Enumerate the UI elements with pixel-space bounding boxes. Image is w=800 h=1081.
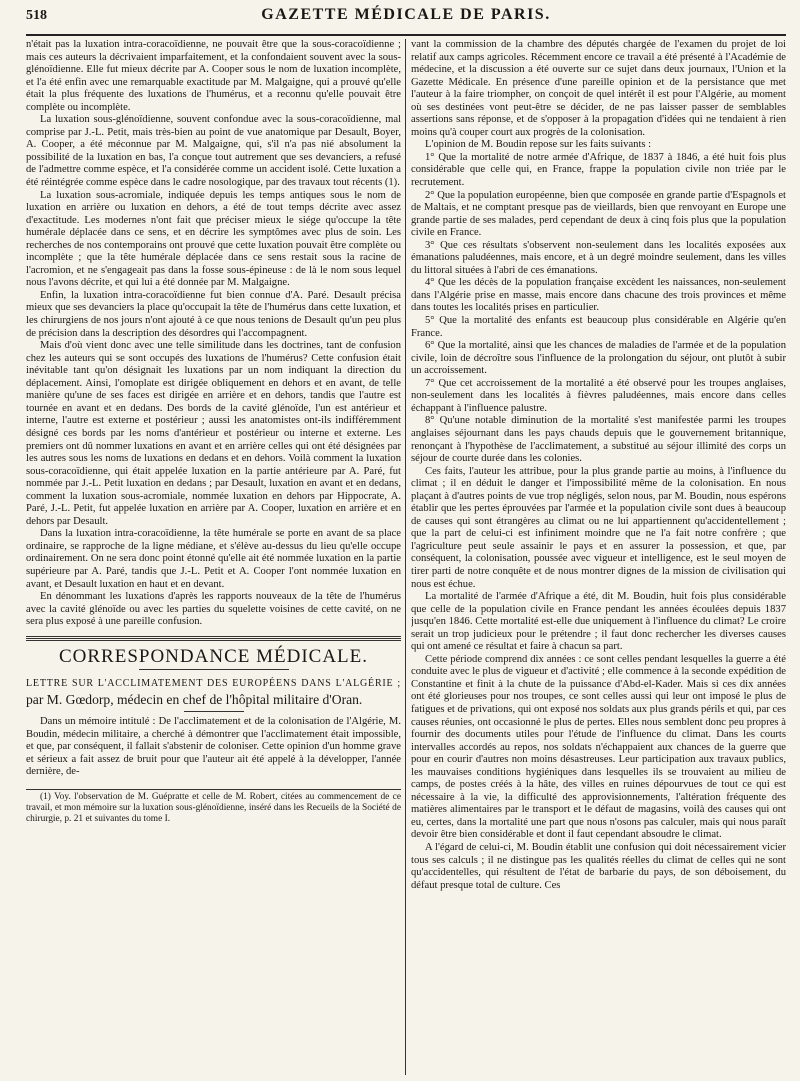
- left-column: [26, 39, 401, 1079]
- section-divider: [26, 636, 401, 637]
- two-column-body: [26, 39, 786, 1079]
- article-paragraph: Enfin, la luxation intra-coracoïdienne fut bien connue d'A. Paré. Desault précisa mieux que ses devanciers la place qu'occupait la tête de l'humérus dans cette luxation, et les chirurgiens de nos jours n'ont ajouté à ce que nous tenions de Desault qu'un peu plus de précision dans la description des désordres qui l'accompagnent.: [26, 289, 401, 339]
- article-paragraph: 3° Que ces résultats s'observent non-seulement dans les localités exposées aux émanations paludéennes, mais encore, et à un degré moindre seulement, dans les villes du littoral situées à l'abri de ces émanations.: [411, 239, 786, 276]
- article-paragraph: 2° Que la population européenne, bien que composée en grande partie d'Espagnols et de Maltais, et ne comptant presque pas de vieillards, bien que renvoyant en Europe une grande partie de ses malades, perd cependant de deux à cinq fois plus que la population civile en France.: [411, 189, 786, 239]
- title-rule: [139, 669, 289, 670]
- article-paragraph: vant la commission de la chambre des députés chargée de l'examen du projet de loi relatif aux camps agricoles. Récemment encore ce travail a été présenté à l'Académie de médecine, et la discussion a été ouverte sur ce sujet dans deux journaux, l'Union et la Gazette Médicale. En présence d'une pareille opinion et de la persistance que met l'auteur à la faire triompher, on conçoit de quel intérêt il est pour l'Algérie, au moment où ses destinées vont peut-être se décider, de ne pas laisser passer de semblables assertions sans réponse, et de s'opposer à la propagation d'idées qui ne tendaient à rien moins qu'à couper court aux progrès de la colonisation.: [411, 39, 786, 138]
- article-paragraph: La mortalité de l'armée d'Afrique a été, dit M. Boudin, huit fois plus considérable que celle de la population civile en France pendant les années écoulées depuis 1837 jusqu'en 1846. Cette mortalité est-elle due uniquement à l'influence du climat? Le croire serait un trop judicieux pour le prétendre ; il faut donc rechercher les diverses causes qui ont amené ce résultat et faire à chacun sa part.: [411, 591, 786, 653]
- footnote-rule: [26, 789, 401, 790]
- article-paragraph: A l'égard de celui-ci, M. Boudin établit une confusion qui doit nécessairement vicier tous ses calculs ; il ne distingue pas les qualités réelles du climat de celles qui ne sont qu'accidentelles, qui résultent de l'état de barbarie du pays, de son déboisement, du défaut presque total de culture. Ces: [411, 842, 786, 891]
- article-paragraph: Mais d'où vient donc avec une telle similitude dans les doctrines, tant de confusion chez les auteurs qui se sont occupés des luxations de l'humérus? Cette confusion était inévitable tant qu'on désignait les luxations par un nom indiquant la direction du déplacement. Ainsi, l'omoplate est dirigée obliquement en dehors et en avant, de telle manière qu'une de ses faces est dirigée en arrière et en dehors, tandis que l'autre est tournée en avant et en dedans. Des bords de la cavité glénoïde, l'un est antérieur et interne, l'autre est externe et postérieur ; aussi les anatomistes ont-ils indifféremment désigné ces bords par les noms d'antérieur et postérieur ou interne et externe. Les premiers ont dû nommer luxations en avant et en arrière celles qui ont été désignées par les autres sous les noms de luxations en dedans et en dehors. Voilà comment la luxation sous-coracoïdienne, qui était appelée luxation en la partie antérieure par A. Paré, fut nommée par J.-L. Petit luxation en dedans ; par Desault, luxation en avant et en dedans, comment la luxation sous-acromiale, nommée luxation en dehors par Hippocrate, A. Paré, J.-L. Petit, fut appelée luxation en arrière par A. Cooper, luxation en arrière et en dehors par Desault.: [26, 340, 401, 527]
- article-paragraph: La luxation sous-acromiale, indiquée depuis les temps antiques sous le nom de luxation en arrière ou luxation en dehors, a été de tout temps décrite avec assez d'exactitude. Les modernes n'ont fait que préciser mieux le siége qu'occupe la tête humérale déplacée dans ce sens, et en décrire les symptômes avec plus de soin. Les recherches de nos contemporains ont prouvé que cette luxation pouvait être complète ou incomplète ; que la tête humérale déplacée dans ce sens restait sous la racine de l'acromion, et ne s'engageait pas dans la fosse sous-épineuse : de là le nom sous lequel nous l'avons décrite, et qui lui a été donnée par M. Malgaigne.: [26, 189, 401, 289]
- article-paragraph: En dénommant les luxations d'après les rapports nouveaux de la tête de l'humérus avec la cavité glénoïde ou avec les parties du squelette voisines de cette cavité, on ne sera plus exposé à une pareille confusion.: [26, 591, 401, 628]
- article-paragraph: Ces faits, l'auteur les attribue, pour la plus grande partie au moins, à l'influence du climat ; il en déduit le danger et l'impossibilité même de la colonisation. En nous plaçant à d'autres points de vue trop négligés, selon nous, par M. Boudin, nous espérons établir que les pertes éprouvées par l'armée et la population civile sont dues à beaucoup de causes qui sont étrangères au climat ou ne lui appartiennent qu'accidentellement ; que la part de celui-ci est infiniment moindre que ne l'a fait notre confrère ; que l'agriculture peut seule assainir le pays et en assurer la possession, et que, par conséquent, la colonisation, poussée avec vigueur et intelligence, est le seul moyen de tirer parti de notre conquête et de nous montrer dignes de la mission de civilisation qui nous est échue.: [411, 465, 786, 590]
- section-divider-double: [26, 638, 401, 641]
- right-column: [411, 39, 786, 1079]
- article-paragraph: 6° Que la mortalité, ainsi que les chances de maladies de l'armée et de la population civile, loin de décroître sous l'influence de la prolongation du séjour, ont plutôt à subir un accroissement.: [411, 340, 786, 377]
- article-paragraph: 5° Que la mortalité des enfants est beaucoup plus considérable en Algérie qu'en France.: [411, 315, 786, 339]
- journal-title: GAZETTE MÉDICALE DE PARIS.: [261, 6, 551, 23]
- column-rule: [401, 39, 411, 1079]
- article-paragraph: L'opinion de M. Boudin repose sur les faits suivants :: [425, 139, 652, 151]
- article-paragraph: Dans la luxation intra-coracoïdienne, la tête humérale se porte en avant de sa place ordinaire, se rapproche de la ligne médiane, et s'élève au-dessus du lieu qu'elle occupe ordinairement. On ne sera donc point étonné qu'elle ait été nommée luxation en la partie supérieure par A. Paré, tandis que J.-L. Petit et A. Cooper l'ont nommée luxation en avant, et Desault luxation en haut et en devant.: [26, 528, 401, 590]
- footnote: (1) Voy. l'observation de M. Guépratte et celle de M. Robert, citées au commencement de ce travail, et mon mémoire sur la luxation sous-glénoïdienne, inséré dans les Recueils de la Société de chirurgie, p. 21 et suivantes du tome I.: [26, 791, 401, 824]
- page-number: 518: [26, 8, 47, 23]
- letter-rule: [184, 711, 244, 712]
- article-paragraph: Cette période comprend dix années : ce sont celles pendant lesquelles la guerre a été conduite avec le plus de vigueur et d'activité ; elle commence à la seconde expédition de Constantine et finit à la chute de la puissance d'Abd-el-Kader. Mais si ces dix années ont été glorieuses pour nos troupes, ce sont celles aussi qui leur ont imposé le plus de fatigues et de privations, qui ont exposé nos soldats aux plus grands périls et qui, par ces causes réunies, ont occasionné le plus de pertes. Elles nous semblent donc peu propres à fournir des documents utiles pour l'étude de l'influence du climat. Dans les courts intervalles accordés au repos, nos soldats n'échappaient aux chances de la guerre que pour en courir d'autres non moins désastreuses. Leur participation aux travaux publics, les mauvaises conditions hygiéniques dans lesquelles ils se trouvaient au milieu de camps, de postes créés à la hâte, des villes en ruines dépourvues de tout ce qui est nécessaire à la vie, la difficulté des approvisionnements, l'altération fréquente des matières alimentaires par le transport et le défaut de magasins, voilà des causes qui ont eu, certes, dans la mortalité une part que nous n'osons pas calculer, mais qui nous paraît devoir être bien considérable et dont il faut cependant absoudre le climat.: [411, 653, 786, 841]
- article-paragraph: 7° Que cet accroissement de la mortalité a été observé pour les troupes anglaises, non-seulement dans les localités à fièvres paludéennes, mais encore dans celles échappant à l'influence palustre.: [411, 377, 786, 414]
- letter-title: [26, 674, 401, 707]
- article-paragraph: 4° Que les décès de la population française excèdent les naissances, non-seulement dans l'Algérie prise en masse, mais encore dans chacune des trois provinces et même dans toutes les localités prises en particulier.: [411, 277, 786, 314]
- section-title: CORRESPONDANCE MÉDICALE.: [58, 645, 369, 667]
- letter-title-caps: LETTRE SUR L'ACCLIMATEMENT DES EUROPÉENS DANS L'ALGÉRIE ;: [26, 678, 401, 690]
- article-paragraph: La luxation sous-glénoïdienne, souvent confondue avec la sous-coracoïdienne, mal comprise par J.-L. Petit, mais très-bien au point de vue anatomique par Desault, Boyer, A. Cooper, a été méconnue par M. Malgaigne, qui, s'il n'a pas nié absolument la possibilité de la luxation en bas, l'a conçue tout autrement que ses devanciers, a refusé de l'admettre comme espèce, et l'a considérée comme un accident isolé. Cette luxation a été réintégrée comme espèce dans le cadre nosologique, par des travaux tout récents (1).: [26, 114, 401, 189]
- article-paragraph: 8° Qu'une notable diminution de la mortalité s'est manifestée parmi les troupes anglaises séjournant dans les pays chauds depuis que le gouvernement britannique, renonçant à l'hypothèse de l'acclimatement, a substitué au séjour illimité des corps un séjour de courte durée dans les colonies.: [411, 415, 786, 465]
- page-header: [26, 6, 786, 32]
- letter-title-author: par M. Gœdorp, médecin en chef de l'hôpital militaire d'Oran.: [26, 691, 363, 707]
- header-rule: [26, 34, 786, 36]
- letter-paragraph: Dans un mémoire intitulé : De l'acclimatement et de la colonisation de l'Algérie, M. Boudin, médecin militaire, a cherché à démontrer que l'acclimatement était impossible, et que, par conséquent, il fallait s'abstenir de coloniser. Cette opinion d'un homme grave et sérieux a fait assez de bruit pour que l'auteur ait été appelé à la développer, l'année dernière, de-: [26, 716, 401, 778]
- article-paragraph: 1° Que la mortalité de notre armée d'Afrique, de 1837 à 1846, a été huit fois plus considérable que celle qui, en France, frappe la population civile non triée par le recrutement.: [411, 151, 786, 189]
- article-paragraph: n'était pas la luxation intra-coracoïdienne, ne pouvait être que la sous-coracoïdienne ; mais ces auteurs la décrivaient imparfaitement, et la confondaient souvent avec la sous-glénoïdienne. Elle fut mieux décrite par A. Cooper sous le nom de luxation incomplète, et l'a été enfin avec une remarquable exactitude par M. Malgaigne, qui a prouvé qu'elle était la plus fréquente des luxations de l'humérus, et a reconnu qu'elle pouvait être complète ou incomplète.: [26, 39, 401, 113]
